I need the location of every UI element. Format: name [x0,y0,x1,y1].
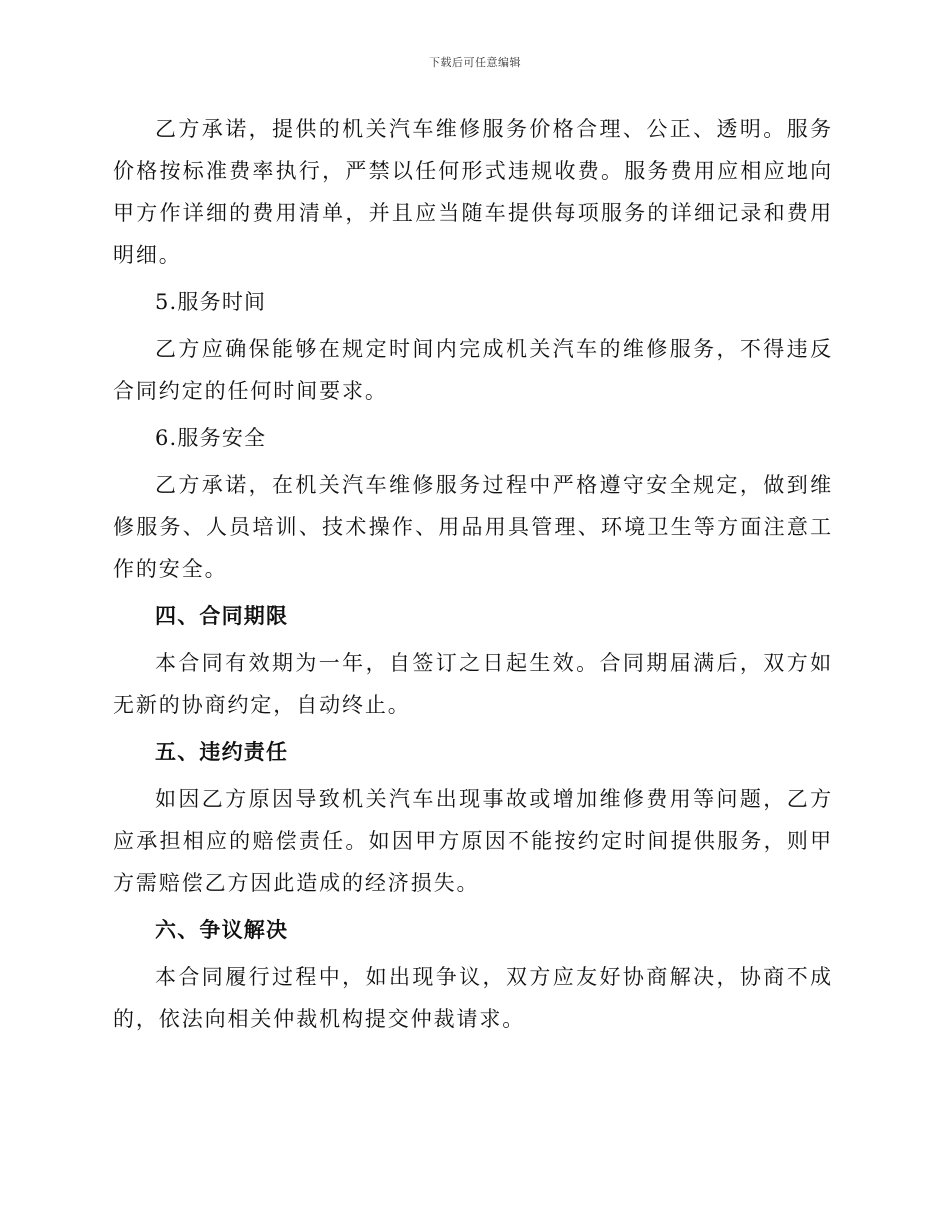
paragraph-service-safety: 乙方承诺，在机关汽车维修服务过程中严格遵守安全规定，做到维修服务、人员培训、技术操作、用品用具管理、环境卫生等方面注意工作的安全。 [113,473,833,581]
subheading-service-safety: 6.服务安全 [155,426,267,450]
paragraph-service-time: 乙方应确保能够在规定时间内完成机关汽车的维修服务，不得违反合同约定的任何时间要求。 [113,337,833,403]
section-heading-liability: 五、违约责任 [155,739,289,764]
paragraph-liability: 如因乙方原因导致机关汽车出现事故或增加维修费用等问题，乙方应承担相应的赔偿责任。如因甲方原因不能按约定时间提供服务，则甲方需赔偿乙方因此造成的经济损失。 [113,787,833,895]
paragraph-pricing-commitment: 乙方承诺，提供的机关汽车维修服务价格合理、公正、透明。服务价格按标准费率执行，严禁以任何形式违规收费。服务费用应相应地向甲方作详细的费用清单，并且应当随车提供每项服务的详细记录和费用明细。 [113,117,833,267]
section-heading-dispute: 六、争议解决 [155,917,289,942]
page-header-note: 下载后可任意编辑 [429,56,521,69]
paragraph-dispute: 本合同履行过程中，如出现争议，双方应友好协商解决，协商不成的，依法向相关仲裁机构提交仲裁请求。 [113,965,833,1031]
section-heading-contract-term: 四、合同期限 [155,603,289,628]
subheading-service-time: 5.服务时间 [155,290,267,314]
paragraph-contract-term: 本合同有效期为一年，自签订之日起生效。合同期届满后，双方如无新的协商约定，自动终止。 [113,651,833,717]
document-body [113,108,833,1045]
